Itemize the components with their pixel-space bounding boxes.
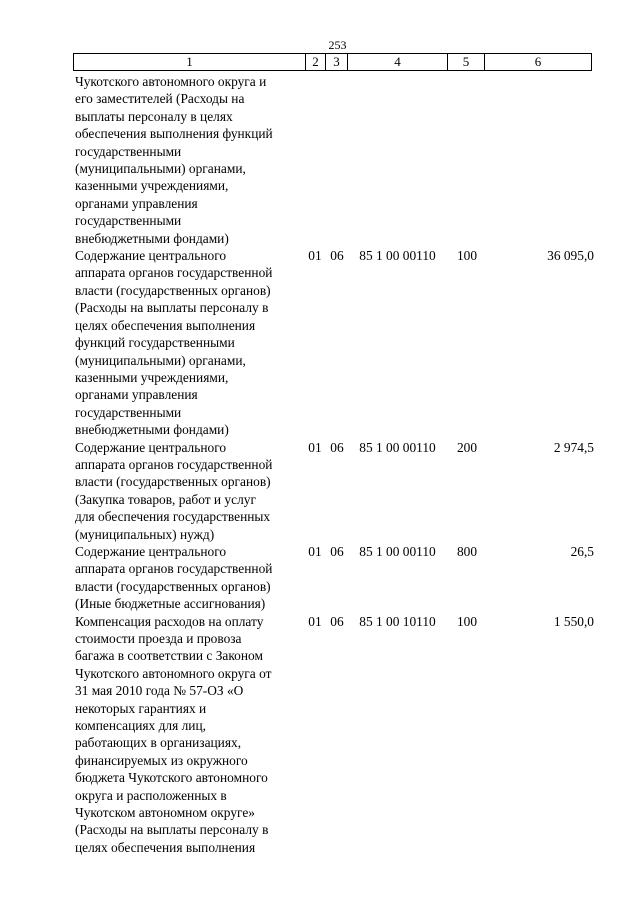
section-code-cell: 01: [308, 439, 322, 455]
expense-type-cell: 200: [456, 439, 478, 455]
page-number: 253: [328, 38, 347, 52]
expense-name-cell: Содержание центрального аппарата органов государственной власти (государственных органов) (Расходы на выплаты персоналу в целях обеспечения выполнения функций государственными (муниципальными) органами, казенными учреждениями, органами управления государственными внебюджетными фондами): [75, 248, 273, 438]
subsection-code-cell: 06: [330, 613, 344, 629]
expense-name-cell: Содержание центрального аппарата органов государственной власти (государственных органов) (Закупка товаров, работ и услуг для обеспечения государственных (муниципальных) нужд): [75, 439, 273, 542]
amount-cell: 2 974,5: [553, 439, 594, 455]
table-row: [0, 73, 640, 247]
expense-type-cell: 800: [456, 543, 478, 559]
subsection-code-cell: 06: [330, 248, 344, 264]
expense-type-cell: 100: [456, 613, 478, 629]
target-article-cell: 85 1 00 00110: [359, 543, 436, 559]
target-article-cell: 85 1 00 00110: [359, 439, 436, 455]
section-code-cell: 01: [308, 543, 322, 559]
amount-cell: 36 095,0: [547, 248, 594, 264]
column-header-4: 4: [348, 54, 448, 71]
expense-name-cell: Компенсация расходов на оплату стоимости проезда и провоза багажа в соответствии с Законом Чукотского автономного округа от 31 мая 2010 года № 57-ОЗ «О некоторых гарантиях и компенсациях для лиц, работающих в организациях, финансируемых из окружного бюджета Чукотского автономного округа и расположенных в Чукотском автономном округе» (Расходы на выплаты персоналу в целях обеспечения выполнения: [75, 613, 272, 855]
target-article-cell: 85 1 00 10110: [359, 613, 436, 629]
expense-name-cell: Содержание центрального аппарата органов государственной власти (государственных органов) (Иные бюджетные ассигнования): [75, 543, 273, 612]
expense-type-cell: 100: [456, 248, 478, 264]
section-code-cell: 01: [308, 248, 322, 264]
column-header-row: [73, 53, 592, 71]
table-row: [0, 439, 640, 543]
column-header-2: 2: [306, 54, 326, 71]
subsection-code-cell: 06: [330, 543, 344, 559]
column-header-6: 6: [485, 54, 592, 71]
budget-table-body: [0, 73, 640, 856]
table-row: [0, 247, 640, 438]
amount-cell: 26,5: [570, 543, 594, 559]
section-code-cell: 01: [308, 613, 322, 629]
column-header-3: 3: [326, 54, 348, 71]
amount-cell: 1 550,0: [553, 613, 594, 629]
column-header-1: 1: [74, 54, 306, 71]
column-header-5: 5: [448, 54, 485, 71]
subsection-code-cell: 06: [330, 439, 344, 455]
table-row: [0, 543, 640, 613]
expense-name-cell: Чукотского автономного округа и его заместителей (Расходы на выплаты персоналу в целях обеспечения выполнения функций государственными (муниципальными) органами, казенными учреждениями, органами управления государственными внебюджетными фондами): [75, 74, 273, 246]
target-article-cell: 85 1 00 00110: [359, 248, 436, 264]
table-row: [0, 613, 640, 857]
